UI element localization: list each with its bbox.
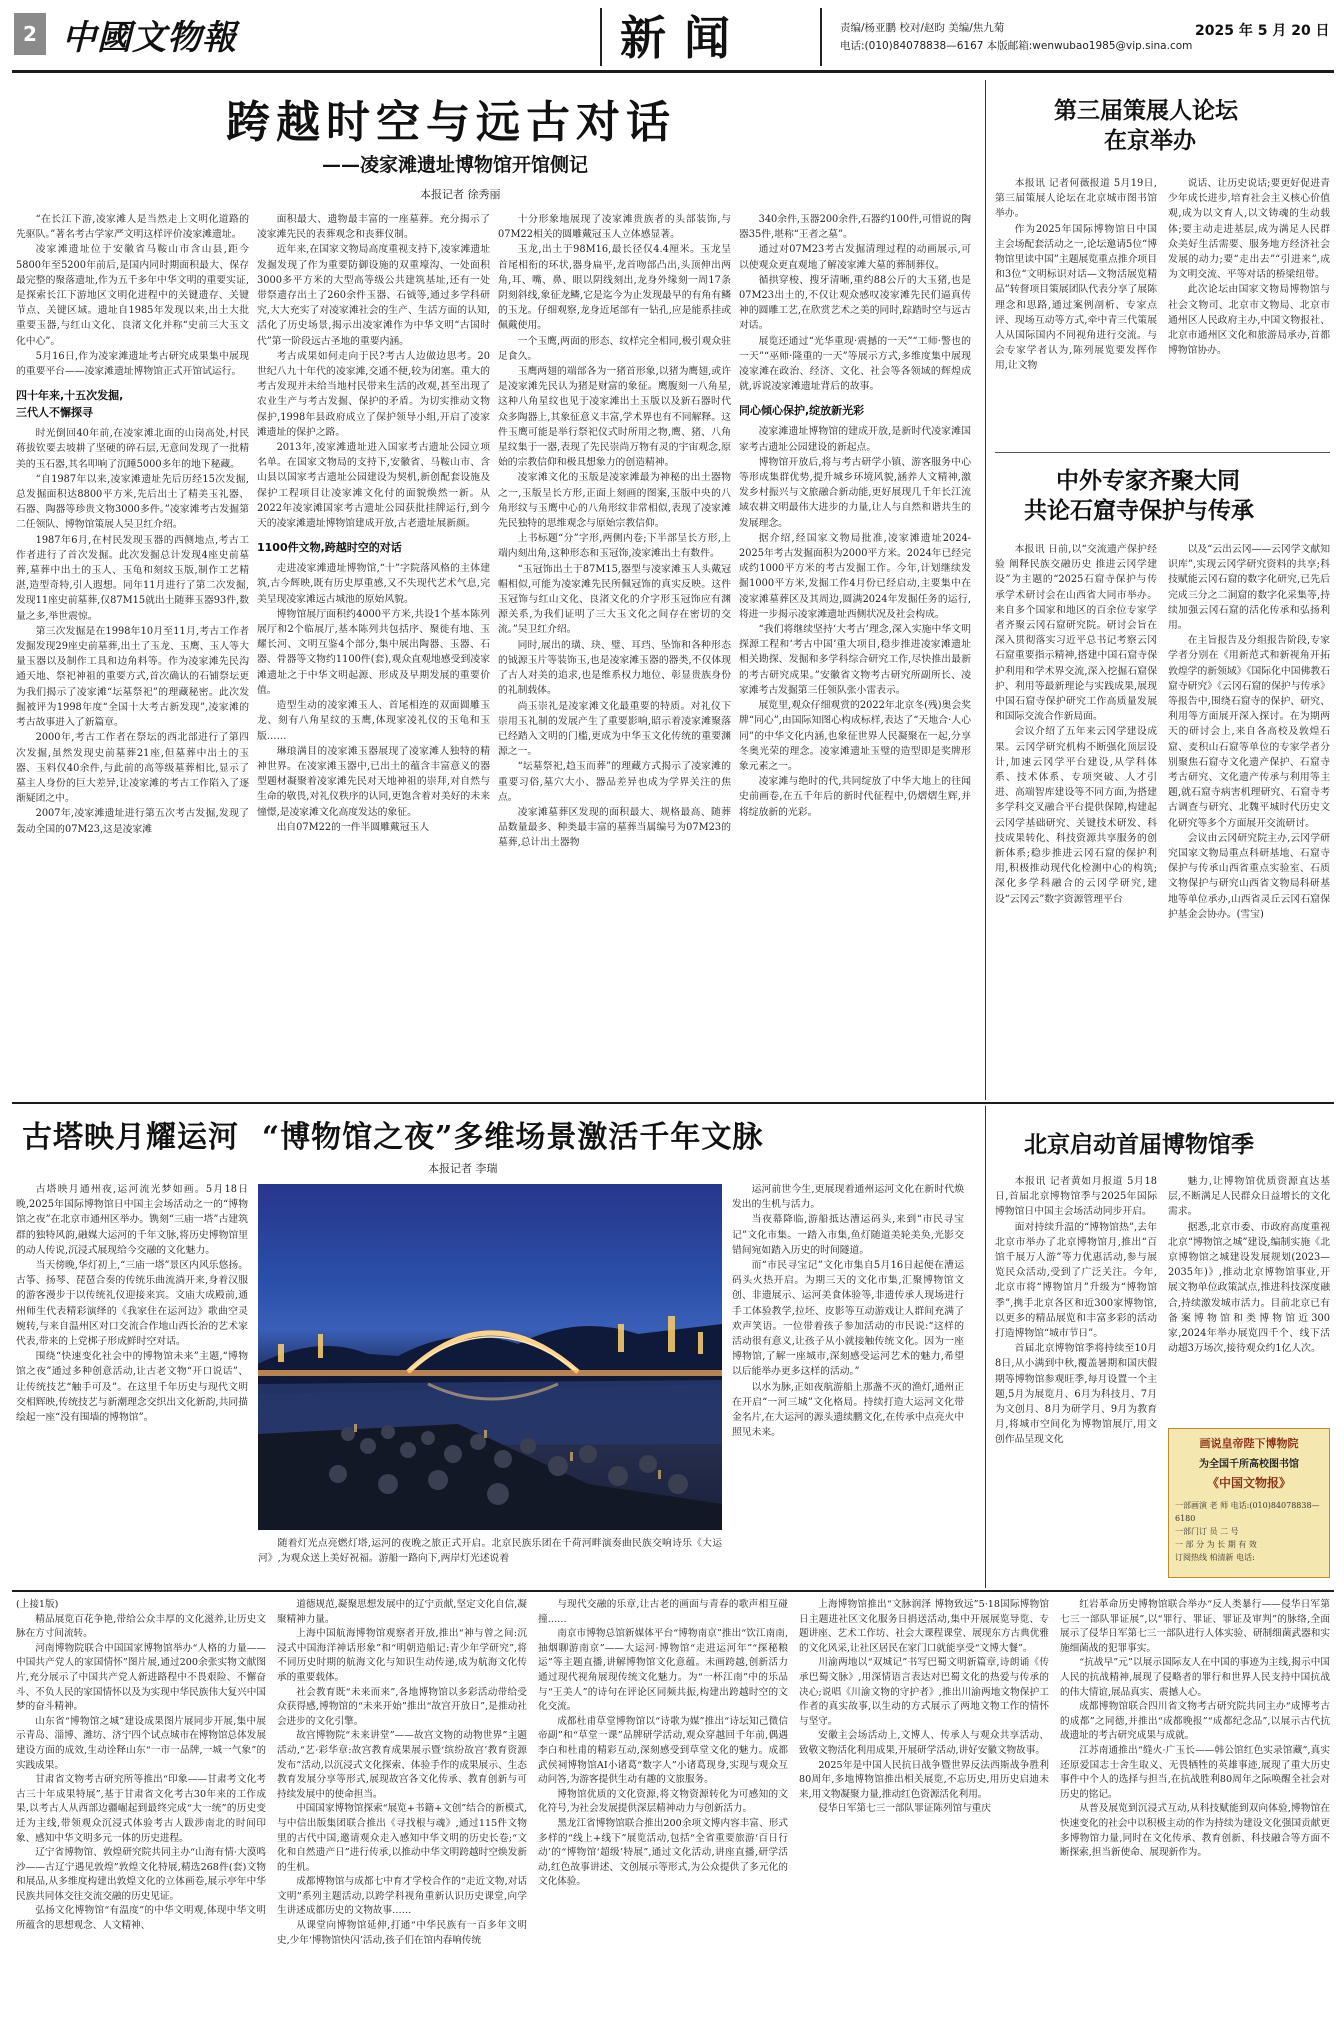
issue-date: 2025 年 5 月 20 日 <box>1195 23 1330 39</box>
paragraph: 出自07M22的一件半圆雕戴冠玉人 <box>276 821 430 833</box>
main-article-subtitle: ——凌家滩遗址博物馆开馆侧记 <box>322 154 589 176</box>
paragraph: 据介绍,经国家文物局批准,凌家滩遗址2024-2025年考古发掘面积为2000平方米。2024年已经完成约1000平方米的考古发掘工作。今年,计划继续发掘1000平方米,发掘工作4月份已经启动,主要集中在凌家滩墓葬区及其周边,圆满2024年发掘任务的运行,将进一步揭示凌家滩遗址西侧状况及社会构成。 <box>739 532 971 620</box>
paragraph: 在主旨报告及分组报告阶段,专家学者分别在《用新范式和新视角开拓敦煌学的新领域》《国际化中国佛教石窟寺研究》《云冈石窟的保护与传承》等报告中,围绕石窟寺的保护、研究、利用等方面展开深入探讨。在为期两天的研讨会上,来自各高校及敦煌石窟、麦积山石窟等单位的专家学者分别聚焦石窟寺文化遗产保护、石窟寺考古研究、文化遗产传承与利用等主题,就石窟寺病害机理研究、石窟寺考古调查与研究、北魏平城时代历史文化研究等多个方面展开交流研讨。 <box>1168 635 1330 829</box>
paragraph: 面对持续升温的“博物馆热”,去年北京市举办了北京博物馆月,推出“百馆千展万人游”等力优惠活动,参与展览民众活动,受到了广泛关注。今年,北京市将“博物馆月”升级为“博物馆季”,携手北京各区和近300家博物馆,以更多的精品展览和丰富多彩的活动打造博物馆“城市节日”。 <box>995 1221 1157 1340</box>
contact-line: 电话:(010)84078838—6167 本版邮箱:wenwubao1985@vip.sina.com <box>840 40 1193 52</box>
paragraph: 据悉,北京市委、市政府高度重视北京“博物馆之城”建设,编制实施《北京博物馆之城建设发展规划(2023—2035年)》,推动北京博物馆事业,开展文物单位政策試点,推进科技深度融合,持续激发城市活力。目前北京已有备案博物馆和类博物馆近300家,2024年举办展览四千个、线下活动超3万场次,接待观众约1亿人次。 <box>1168 1221 1330 1355</box>
paragraph: 面积最大、遗物最丰富的一座墓葬。充分揭示了凌家滩先民的表葬观念和丧葬仪制。 <box>257 214 490 241</box>
paragraph: 通过对07M23考古发掘清理过程的动画展示,可以使观众更直观地了解凌家滩大墓的葬制葬仪。 <box>739 244 971 271</box>
paragraph: 造型生动的凌家滩玉人、首尾相连的双面圆雕玉龙、刻有八角星纹的玉鹰,体现家凌礼仪的玉龟和玉版…… <box>257 700 490 742</box>
paragraph: 本报讯 记者何薇报道 5月19日,第三届策展人论坛在北京城市图书馆举办。 <box>995 178 1157 220</box>
paragraph: 围绕“快速变化社会中的博物馆未来”主题,“博物馆之夜”通过多种创意活动,让古老文物“开口说话”、让传统技艺“触手可及”。在这里千年历史与现代文明交相辉映,传统技艺与新潮理念交织出文化新韵,共同描绘起一座“没有围墙的博物馆”。 <box>16 1351 248 1424</box>
paragraph: 运河前世今生,更展现着通州运河文化在新时代焕发出的生机与活力。 <box>732 1184 964 1211</box>
column-divider-main <box>985 80 986 1100</box>
paragraph: 故宫博物院“未来讲堂”——故宫文物的动物世界”主题活动,“艺·彩华章:故宫教育成果展示暨‘缤纷故宫’教育资源发布”活动,以沉浸式文化探索、体验手作的成果展示、生态教育发展分享等形式,展现故宫各文化传承、教育创新与可持续发展中的使命担当。 <box>277 1730 527 1800</box>
paragraph: “坛墓祭祀,趋玉而葬”的理藏方式揭示了凌家滩的重要习俗,墓穴大小、器品差异也成为学界关注的焦点。 <box>498 761 731 803</box>
paragraph: 循拱穿梭、搜牙清晰,重约88公斤的大玉猪,也是07M23出土的,不仅让观众感叹凌家滩先民们逼真传神的圆雕工艺,在欣赏艺术之美的同时,踪踏时空与远古对话。 <box>739 274 971 332</box>
paragraph: 玉鹰两翅的端部各为一猪首形象,以猪为鹰翅,或许是凌家滩先民认为猪是财富的象征。鹰腹刻一八角星,这种八角星纹也见于凌家滩出土玉版以及新石器时代众多陶器上,其象征意义丰富,学术界也有不同解释。这件玉鹰可能是举行祭祀仪式时所用之物,鹰、猪、八角星纹集于一器,表现了先民崇尚万物有灵的宇宙观念,原始的宗教信仰和极具想象力的创造精神。 <box>498 366 731 469</box>
paragraph: 从普及展览到沉浸式互动,从科技赋能到双向体验,博物馆在快速变化的社会中以积极主动的作为持续为建设文化强国贡献更多博物馆力量,同时在文化传承、教育创新、科技融合等方面不断探索,担当新使命、展现新作为。 <box>1060 1803 1330 1859</box>
paragraph: 作为2025年国际博物馆日中国主会场配套活动之一,论坛邀请5位“博物馆里读中国”主题展览重点推介项目和3位“文明标识对话—文物活展览精品”转督项目策展团队代表分享了展陈理念和思路,通过案例剖析、专家点评、现场互动等方式,牵中青三代策展人从国际国内不同视角进行交流。与会专家学者认为,陈列展览要发挥作用,让文物 <box>995 223 1157 372</box>
stone-title-line1: 中外专家齐聚大同 <box>1056 467 1240 494</box>
paragraph: 会议由云冈研究院主办,云冈学研究国家文物局重点科研基地、石窟寺保护与传承山西省重点实验室、石质文物保护与研究山西省文物局科研基地等单位承办,山西省灵丘云冈石窟保护基金会协办。(雪宝) <box>1168 832 1330 920</box>
ad-line: 一 部 分 为 长 期 有 效 <box>1175 1540 1257 1549</box>
museum-season-col-a <box>995 1174 1157 1584</box>
stone-title-line2: 共论石窟寺保护与传承 <box>1024 497 1254 524</box>
section-subheading: 同心倾心保护,绽放新光彩 <box>739 404 865 418</box>
paragraph: 本报讯 记者黄如月报道 5月18日,首届北京博物馆季与2025年国际博物馆日中国主会场活动同步开启。 <box>995 1176 1157 1218</box>
paragraph: 本报讯 日前,以“交流遗产保护经验 阐释民族交融历史 推进云冈学建设”为主题的“2025石窟寺保护与传承学术研讨会在山西省大同市举办。来自多个国家和地区的百余位专家学者齐聚云冈石窟研究院。研讨会旨在深入贯彻落实习近平总书记考察云冈石窟重要指示精神,搭建中国石窟寺保护利用和学术界交流,深入挖掘石窟保护、利用等最新理论与实践成果,展现中国石窟寺保护研究工作高质量发展和国际交流合作新局面。 <box>995 544 1157 723</box>
paragraph: 当天傍晚,华灯初上,“三庙一塔”景区内风乐悠扬。古筝、扬琴、琵琶合奏的传统乐曲流淌开来,身着汉服的游客漫步于以传统礼仪迎接来宾。文庙大成殿前,通州师生代表精彩演绎的《我家住在运河边》歌曲空灵婉转,与来自温州区对口交流合作地山西长治的艺术家代表,带来的上党梆子形成鲜时空对话。 <box>16 1260 248 1348</box>
paragraph: 凌家滩与绝时的代,共同绽放了中华大地上的往闻史前画卷,在五千年后的新时代征程中,仍熠熠生辉,并将绽放新的光彩。 <box>739 776 971 818</box>
main-article-title: 跨越时空与远古对话 <box>226 97 676 148</box>
main-article-col1 <box>16 212 249 1097</box>
paragraph: 辽宁省博物馆、敦煌研究院共同主办“山海有情·大漠鸣沙——古辽宁遇见敦煌”敦煌文化特展,精选268件(套)文物和展品,从多维度构建出敦煌文化的立体画卷,展示亭年中华民族共同体交往交流交融的历史见证。 <box>16 1847 266 1902</box>
header-rule <box>12 70 1334 73</box>
ad-line: 订阅热线 柏清新 电话: <box>1175 1553 1255 1562</box>
paragraph: 精品展览百花争艳,带给公众丰厚的文化滋养,让历史文脉在方寸间流转。 <box>16 1613 266 1640</box>
ad-book: 《中国文物报》 <box>1206 1476 1291 1490</box>
paragraph: 第三次发掘是在1998年10月至11月,考古工作者发掘发现29座史前墓葬,出土了玉龙、玉鹰、玉人等大量玉器以及制作工具和边角料等。作为凌家滩先民沟通天地、祭祀神祖的重要方式,首次确认的石铺祭坛更为我们揭示了凌家滩“坛墓祭祀”的理藏秘密。此次发掘被评为1998年度“全国十大考古新发现”,凌家滩的考古故事进入了新篇章。 <box>16 625 249 729</box>
paragraph: 博物馆开放后,将与考古研学小镇、游客服务中心等形成集群优势,提升城乡环境风貌,涵养人文精神,激发乡村振兴与文旅融合新动能,更好展现几千年长江流域农耕文明最伟大进步的力量,让人与自然和谐共生的发展理念。 <box>739 456 971 529</box>
paragraph: 侵华日军第七三一部队罪证陈列馆与重庆 <box>818 1803 991 1815</box>
paragraph: 2025年是中国人民抗日战争暨世界反法西斯战争胜利80周年,多地博物馆推出相关展览,不忘历史,用历史启迪未来,用文物凝聚力量,推动红色资源活化利用。 <box>799 1759 1049 1800</box>
paragraph: 琳琅满目的凌家滩玉器展现了凌家滩人独特的精神世界。在凌家滩玉器中,已出土的蕴含丰富意义的器型题材凝聚着凌家滩先民对天地神祖的崇拜,对自然与生命的敬畏,对礼仪秩序的认同,更饱含着对美好的未来憧憬,是凌家滩文化高度发达的象征。 <box>257 745 490 818</box>
forum-title-line2: 在京举办 <box>1104 127 1196 154</box>
paragraph: “玉冠饰出土于87M15,器型与凌家滩玉人头戴冠帽相似,可能为凌家滩先民所佩冠饰的真实反映。这件玉冠饰与红山文化、良渚文化的介字形玉冠饰应有渊源关系,为我们证明了三大玉文化之间存在密切的交流。”吴卫红介绍。 <box>498 563 731 636</box>
continuation-col5 <box>1060 1598 1330 2028</box>
paragraph: 凌家滩遗址位于安徽省马鞍山市含山县,距今5800年至5200年前后,是国内同时期面积最大、保存最完整的聚落遗址,作为五千多年中华文明的重要实证,是探索长江下游地区文明化进程中的关键遗存、关键节点、关键区域。遗址自1985年发现以来,出土大批重要玉器,与红山文化、良渚文化并称“史前三大玉文化中心”。 <box>16 244 249 347</box>
continuation-col4 <box>799 1598 1049 2028</box>
paragraph: 河南博物院联合中国国家博物馆举办“人格的力量——中国共产党人的家国情怀”图片展,通过200余张实物文献图片,充分展示了中国共产党人新进路程中不畏艰险、不懈奋斗、不负人民的家国情怀以及为实现中华民族伟大复兴中国梦的奋斗精神。 <box>16 1642 266 1713</box>
paragraph: 凌家滩遗址博物馆的建成开放,是新时代凌家滩国家考古遗址公园建设的新起点。 <box>739 426 971 453</box>
continuation-col2 <box>277 1598 527 2028</box>
canal-night-photo <box>258 1184 722 1530</box>
header-divider-left <box>600 8 602 66</box>
forum-bottom-rule <box>995 452 1330 453</box>
main-article-col3 <box>498 212 731 1097</box>
main-article-byline: 本报记者 徐秀丽 <box>420 188 501 201</box>
paragraph: 以及“云出云冈——云冈学文献知识库”,实现云冈学研究资料的共享;科技赋能云冈石窟的数字化研究,已先后完成三分之二洞窟的数字化采集等,持续加强云冈石窟的活化传承和弘扬利用。 <box>1168 544 1330 632</box>
paragraph: 古塔映月通州夜,运河流光梦如画。5月18日晚,2025年国际博物馆日中国主会场活动之一的“博物馆之夜”在北京市通州区举办。镌刻“三庙一塔”古建筑群的独特风韵,融媒大运河的千年文脉,将历史博物馆里的动人传说,沉浸式展现给今交融的文化魅力。 <box>16 1184 248 1256</box>
continuation-col1 <box>16 1598 266 2028</box>
paragraph: 首届北京博物馆季将持续至10月8日,从小满到中秋,覆盖暑期和国庆假期等博物馆参观旺季,每月设置一个主题,5月为展览月、6月为科技月、7月为文创月、8月为研学月、9月为教育月,将城市空间化为博物馆展厅,用文创作品呈现文化 <box>995 1343 1157 1446</box>
upper-section-rule <box>12 1102 1334 1104</box>
paragraph: 时光倒回40年前,在凌家滩北面的山岗高处,村民蒋拔钦要去坡耕了坚硬的碎石层,无意间发现了一批精美的玉石器,其名叩响了沉睡5000多年的地下秘藏。 <box>16 428 249 470</box>
paragraph: 凌家滩文化的玉版是凌家滩最为神秘的出土器物之一,玉版呈长方形,正面上刻画的图案,玉版中央的八角形纹与玉鹰中心的八角形纹非常相似,表现了凌家滩先民独特的思维观念与原始宗教信仰。 <box>498 472 731 530</box>
paragraph: 从课堂向博物馆延伸,打通“中华民族有一百多年文明史,少年‘博物馆快闪’活动,孩子们在馆内春响传统 <box>277 1920 527 1946</box>
paragraph: 玉龙,出土于98M16,最长径仅4.4厘米。玉龙呈首尾相衔的环状,器身扁平,龙首吻部凸出,头顶伸出两角,耳、嘴、鼻、眼以阴线刻出,龙身外缘刻一周17条阴刻斜线,象征龙鳞,它是迄今为止发现最早的有角有鳞的玉龙。仔细观察,龙身近尾部有一钻孔,应是能系挂或佩戴使用。 <box>498 244 731 332</box>
paragraph: 与现代交融的乐章,让古老的画面与青春的歌声相互碰撞…… <box>538 1599 788 1625</box>
paragraph: 安徽主会场活动上,文博人、传承人与观众共享活动、致敬文物活化利用成果,开展研学活动,讲好安徽文物故事。 <box>799 1730 1049 1756</box>
paragraph: “我们将继续坚持‘大考古’理念,深入实施中华文明探源工程和‘考古中国’重大项目,稳步推进凌家滩遗址相关勘探、发掘和多学科综合研究工作,尽快推出最新的考古研究成果。”安徽省文物考古研究所副所长、凌家滩考古发掘第三任领队张小雷表示。 <box>739 624 971 696</box>
paragraph: 2007年,凌家滩遗址进行第五次考古发掘,发现了轰动全国的07M23,这是凌家滩 <box>16 808 249 835</box>
forum-title-line1: 第三届策展人论坛 <box>1054 97 1238 124</box>
paragraph: 2000年,考古工作者在祭坛的西北部进行了第四次发掘,虽然发现史前墓葬21座,但墓葬中出土的玉器、玉料仅40余件,与此前的高等级墓葬相比,显示了墓主人身份的巨大差异,让凌家滩的考古工作陷入了逐渐疑团之中。 <box>16 732 249 805</box>
section-subheading: 1100件文物,跨越时空的对话 <box>257 541 402 555</box>
paragraph: 会议介绍了五年来云冈学建设成果。云冈学研究机构不断强化顶层设计,加速云冈学平台建设,从学科体系、技术体系、专项突破、人才引进、高端智库建设等不同方面,为搭建多学科交叉融合平台提供保障,构建起云冈学基础研究、关键技术研发、科技成果转化、科技资源共享服务的创新体系;稳步推进云冈石窟的保护利用,积极推动现代化检测中心的构筑;深化多学科融合的云冈学研究,建设“云冈云”数字资源管理平台 <box>995 726 1157 905</box>
paragraph: 2013年,凌家滩遗址进入国家考古遗址公园立项名单。在国家文物局的支持下,安徽省、马鞍山市、含山县以国家考古遗址公园建设为契机,新创配套设施及保护工程项目让凌家滩文化付的面貌焕然一新。从2022年凌家滩国家考古遗址公园获批挂牌运行,到今天的凌家滩遗址博物馆建成开放,古老遗址展新颜。 <box>257 442 490 530</box>
paragraph: 中国国家博物馆探索“展览+书籍+文创”结合的新模式,与中信出版集团联合推出《寻找根与魂》,通过115件文物里的古代中国,邀请观众走入感知中华文明的历史长卷;“文化和自然遗产日”进行传承,以推动中华文明跨越时空焕发新的生机。 <box>277 1803 527 1873</box>
paragraph: 凌家滩墓葬区发现的面积最大、规格最高、随葬品数量最多、种类最丰富的墓葬当属编号为07M23的墓葬,总计出土器物 <box>498 806 731 849</box>
paragraph: 1987年6月,在村民发现玉器的西侧地点,考古工作者进行了首次发掘。此次发掘总计发现4座史前墓葬,墓葬中出土的玉人、玉龟和刻纹玉版,制作工艺精湛,造型奇特,引人遐想。同年11月进行了第二次发掘,发现11座史前墓葬,仅87M15就出土随葬玉器93件,数量之多,举世震惊。 <box>16 534 249 622</box>
paragraph: 340余件,玉器200余件,石器约100件,可惜说的陶器35件,堪称“王者之墓”。 <box>739 214 971 241</box>
museum-season-col-b <box>1168 1174 1330 1364</box>
header-divider-right <box>820 8 822 66</box>
paragraph: 一个玉鹰,两面的形态、纹样完全相同,极引观众驻足食久。 <box>498 335 731 362</box>
continuation-col3 <box>538 1598 788 2028</box>
tower-col4 <box>732 1182 964 1584</box>
paragraph: 此次论坛由国家文物局博物馆与社会文物司、北京市文物局、北京市通州区人民政府主办,中国文物报社、北京市通州区文化和旅游局承办,首都博物馆协办。 <box>1168 284 1330 357</box>
paragraph: 博物馆展厅面积约4000平方米,共设1个基本陈列展厅和2个临展厅,基本陈列共包括序、聚徙有地、玉耀长河、文明互鉴4个部分,集中展出陶器、玉器、石器、骨器等文物约1100件(套),观众直观地感受到凌家滩遗址之于中华文明起源、形成及早期发展的重要价值。 <box>257 608 490 696</box>
ad-line: 一部门订 员 二 号 <box>1175 1527 1239 1536</box>
paragraph: (上接1版) <box>16 1599 59 1610</box>
tower-article-byline: 本报记者 李瑞 <box>428 1162 498 1175</box>
editors-line: 责编/杨亚鹏 校对/赵昀 美编/焦九菊 <box>840 22 1005 34</box>
page-number-box <box>14 13 46 55</box>
paragraph: 考古成果如何走向于民?考古人边做边思考。20世纪八九十年代的凌家滩,交通不便,较为闭塞。重大的考古发现并未给当地村民带来生活的改观,甚至出现了农业生产与考古发掘、保护的矛盾。为切实推动文物保护,1998年县政府成立了保护领导小组,开启了凌家滩遗址的保护之路。 <box>257 350 490 438</box>
paragraph: 红岩革命历史博物馆联合举办“反人类暴行——侵华日军第七三一部队罪证展”,以“罪行、罪证、罪证及审判”的脉络,全面展示了侵华日军第七三一部队进行人体实验、研制细菌武器和实施细菌战的犯罪事实。 <box>1060 1599 1330 1654</box>
ad-line: 一部画演 老 师 电话:(010)84078838—6180 <box>1175 1501 1320 1523</box>
tower-article-title: 古塔映月耀运河 “博物馆之夜”多维场景激活千年文脉 <box>22 1120 764 1155</box>
paragraph: 5月16日,作为凌家滩遗址考古研究成果集中展现的重要平台——凌家滩遗址博物馆正式开馆试运行。 <box>16 350 249 378</box>
paragraph: 川渝两地以“双城记”书写巴蜀文明新篇章,诗朗诵《传承巴蜀文脉》,用深情语言表达对巴蜀文化的热爱与传承的决心;说唱《川渝文物的守护者》,推出川渝两地文物保护工作者的真实故事,以生动的方式展示了两地文物工作的情怀与坚守。 <box>799 1657 1049 1727</box>
photo-scene <box>258 1184 722 1530</box>
forum-col-a <box>995 176 1157 446</box>
forum-col-b <box>1168 176 1330 446</box>
paragraph: 社会教育既“未来而来”,各地博物馆以多彩活动带给受众获得感,博物馆的“未来开始”推出“故宫开放日”,是推动社会进步的文化引擎。 <box>277 1686 527 1727</box>
paragraph: 展览里,观众仔细观赏的2022年北京冬(残)奥会奖牌“同心”,由国际知图心构成标样,表达了“天地合·人心同”的中华文化内涵,也象征世界人民凝聚在一起,分享冬奥光荣的理念。凌家滩遗址玉璧的造型即是奖牌形象元素之一。 <box>739 700 971 772</box>
section-title: 新闻 <box>620 11 748 65</box>
paragraph: 说话、让历史说话;要更好促进青少年成长进步,培育社会主义核心价值观,成为以文育人,以文铸魂的生动载体;要主动走进基层,成为满足人民群众美好生活需要、服务地方经济社会发展的动力;要“走出去”“引进来”,成为文明交流、平等对话的桥梁纽带。 <box>1168 178 1330 281</box>
paragraph: 走进凌家滩遗址博物馆,“十”字院落风格的主体建筑,古今辉映,既有历史厚重感,又不失现代艺术气息,完美呈现凌家滩远古城池的原始风貌。 <box>257 563 490 605</box>
main-article-col4 <box>739 212 971 1097</box>
paragraph: 展览还通过“光华重现·震撼的一天”“工师·警也的一天”“巫师·隆重的一天”等展示方式,多维度集中展现凌家滩在政治、经济、文化、社会等各领域的辉煌成就,诉说凌家滩遗址背后的故事。 <box>739 335 971 393</box>
paragraph: “抗战早”元”以展示国际友人在中国的事迹为主线,揭示中国人民的抗战精神,展现了侵略者的罪行和世界人民支持中国抗战的伟大情谊,展品真实、震撼人心。 <box>1060 1657 1330 1698</box>
paragraph: 黑龙江省博物馆联合推出200余项文博内容丰富、形式多样的“线上+线下”展览活动,包括“全省重要旅游‘百日行动’的“博物馆‘超级’特展”,通过文化活动,讲座直播,研学活动,红色故事讲述、文创展示等形式,为公众提供了多元化的文化体验。 <box>538 1817 788 1888</box>
paragraph: 成都杜甫草堂博物馆以“诗歌为媒”推出“诗坛知己微信帝副”和“草堂一课”品牌研学活动,观众穿越回千年前,偶遇李白和杜甫的精彩互动,深刻感受到草堂文化的魅力。成都武侯祠博物馆AI小诸葛“数字人”小诸葛现身,实现与观众互动问答,为游客提供生动有趣的文旅服务。 <box>538 1715 788 1786</box>
main-article-col2 <box>257 212 490 1097</box>
paragraph: 十分形象地展现了凌家滩贵族者的头部装饰,与07M22相关的圆雕戴冠玉人立体感显著。 <box>498 214 731 241</box>
masthead-logo: 中國文物報 <box>62 18 237 58</box>
paragraph: 当夜幕降临,游船抵达漕运码头,来到“市民寻宝记”文化市集。一踏入市集,鱼灯随道美轮美奂,光影交错间宛如踏入历史的时间隧道。 <box>732 1214 964 1256</box>
paragraph: 同时,展出的璜、玦、璧、耳珰、坠饰和各种形态的钺源玉片等装饰玉,也是凌家滩玉器的器类,不仅体现了古人对美的追求,也是维系权力地位、彰显贵族身份的礼制载体。 <box>498 639 731 697</box>
paragraph: “在长江下游,凌家滩人是当然走上文明化道路的先驱队。”著名考古学家严文明这样评价凌家滩遗址。 <box>16 214 249 241</box>
ad-subtitle: 为全国千所高校图书馆 <box>1199 1459 1299 1470</box>
paragraph: 成都博物馆与成都七中育才学校合作的“走近文物,对话文明”系列主题活动,以跨学科视角重新认识历史课堂,向学生讲述成都历史的文物故事…… <box>277 1876 527 1917</box>
paragraph: 弘扬文化博物馆“有温度”的中华文明观,体现中华文明所蕴含的思想观念、人文精神、 <box>16 1905 266 1932</box>
photo-caption <box>258 1536 722 1582</box>
paragraph: 以水为脉,正如夜航游船上那盏不灭的渔灯,通州正在开启“一河三城”文化格局。持续打造大运河文化带金名片,在大运河的源头遗续鹏文化,在传承中点亮火中照见未来。 <box>732 1381 964 1439</box>
section-subheading: 四十年来,十五次发掘, 三代人不懈探寻 <box>16 389 124 420</box>
paragraph: 上书标题“分”字形,两侧内卷;下半部呈长方形,上端内刻出角,这种形态和玉冠饰,凌家滩出土有数件。 <box>498 533 731 560</box>
paragraph: 魅力,让博物馆优质资源直达基层,不断满足人民群众日益增长的文化需求。 <box>1168 1176 1330 1218</box>
museum-season-title: 北京启动首届博物馆季 <box>1024 1131 1254 1158</box>
stone-col-b <box>1168 542 1330 1094</box>
ad-lines <box>1175 1499 1323 1564</box>
paragraph: 上海博物馆推出“文脉润泽 博物致远”5·18国际博物馆日主题进社区文化服务日捐送活动,集中开展展览导览、专题讲座、艺术工作坊、社会大课程课堂、展现东方古典优雅的文化风采,让社区居民在家门口就能享受“文博大餐”。 <box>799 1599 1049 1654</box>
subscription-ad-box <box>1168 1428 1330 1578</box>
paragraph: 而“市民寻宝记”文化市集自5月16日起便在漕运码头火热开启。为期三天的文化市集,汇聚博物馆文创、非遗展示、运河美食体验等,非遗传承人现场进行手工体验教学,拉坯、皮影等互动游戏让人群间充满了欢声笑语。一位带着孩子参加活动的市民说:“这样的活动很有意义,让孩子从小就接触传统文化。因为一座博物馆,了解一座城市,深刻感受运河艺术的魅力,希望以后能举办更多这样的活动。” <box>732 1260 964 1378</box>
paragraph: 江苏南通推出“缝火·广玉长——韩公馆红色实录馆藏”,真实还原爱国志士舍生取义、无畏牺牲的英雄事迹,展现了重大历史事件中个人的选择与担当,在抗战胜利80周年之际唤醒全社会对历史的铭记。 <box>1060 1744 1330 1800</box>
paragraph: “自1987年以来,凌家滩遗址先后历经15次发掘,总发掘面积达8800平方米,先后出土了精美玉礼器、石器、陶器等珍贵文物3000多件。”凌家滩考古发掘第二任领队、博物馆策展人吴卫红介绍。 <box>16 473 249 531</box>
paragraph: 成都博物馆联合四川省文物考古研究院共同主办“成博考古的成都”之同德,并推出“成都晚报”“成都纪念品”,以展示古代抗战遗址的考古研究成果与成就。 <box>1060 1701 1330 1742</box>
paragraph: 南京市博物总馆新媒体平台“博物南京”推出“饮江南南,抽烟聊游南京”——大运河·博物馆“走进运河年”“探秘粮运”等主题直播,讲解博物馆文化意蕴。未画跨越,创新活力通过现代视角展现传统文化魅力。为“一杯江南”中的乐品与“王美人”的诗句在评论区同频共振,构建出跨越时空的文化交流。 <box>538 1628 788 1713</box>
paragraph: 道德规范,凝聚思想发展中的辽宁贡献,坚定文化自信,凝聚精神力量。 <box>277 1599 527 1625</box>
paragraph: 甘肃省文物考古研究所等推出“印象——甘肃考文化考古三十年成果特展”,基于甘肃省文化考古30年来的工作成果,以考古人从西部边疆崛起到最终完成“大一统”的历史变迁为主线,带领观众沉浸式体验考古人跋涉南北的时间印象、感知中华文明多元一体的历史进程。 <box>16 1774 266 1844</box>
photo-caption-text: 随着灯光点亮燃灯塔,运河的夜晚之旅正式开启。北京民族乐团在千荷河畔演奏曲民族交响诗乐《大运河》,为观众送上美好祝福。游船一路向下,两岸灯光述说着 <box>258 1538 722 1564</box>
lower-section-rule <box>12 1590 1334 1592</box>
ad-title: 画说皇帝陛下博物院 <box>1199 1437 1299 1450</box>
paragraph: 尚玉崇礼是凌家滩文化最重要的特质。对礼仪下崇用玉礼制的发展产生了重要影响,昭示着凌家滩聚落已经踏入文明的门槛,更成为中华玉文化传统的重要渊源之一。 <box>498 700 731 758</box>
column-divider-lower <box>985 1106 986 1588</box>
tower-col1 <box>16 1182 248 1584</box>
paragraph: 近年来,在国家文物局高度重视支持下,凌家滩遗址发掘发现了作为重要防御设施的双重壕沟、一处面积3000多平方米的大型高等级公共建筑基址,还有一处带祭遗存出土了260余件玉器、石钺等,通过多学科研究,大大充实了对凌家滩社会的生产、生活方面的认知,活化了历史场景,揭示出凌家滩作为中华文明“古国时代”第一阶段远古圣地的重要内涵。 <box>257 244 490 347</box>
paragraph: 博物馆优质的文化资源,将文物资源转化为可感知的文化符号,为社会发展提供深层精神动力与创新活力。 <box>538 1788 788 1815</box>
paragraph: 山东省“博物馆之城”建设成果图片展同步开展,集中展示青岛、淄博、潍坊、济宁四个试点城市在博物馆总体发展建设方面的成效,生动诠释山东“一市一品牌,一城一气象”的实践成果。 <box>16 1715 266 1771</box>
stone-col-a <box>995 542 1157 1094</box>
page-number: 2 <box>23 22 37 46</box>
paragraph: 上海中国航海博物馆观察者开放,推出“神与曾之间:沉浸式中国海洋神话形象”和“明朝造船记:青少年学研究”,将不同历史时期的航海文化与知识生动传递,成为航海文化传承的重要载体。 <box>277 1628 527 1683</box>
